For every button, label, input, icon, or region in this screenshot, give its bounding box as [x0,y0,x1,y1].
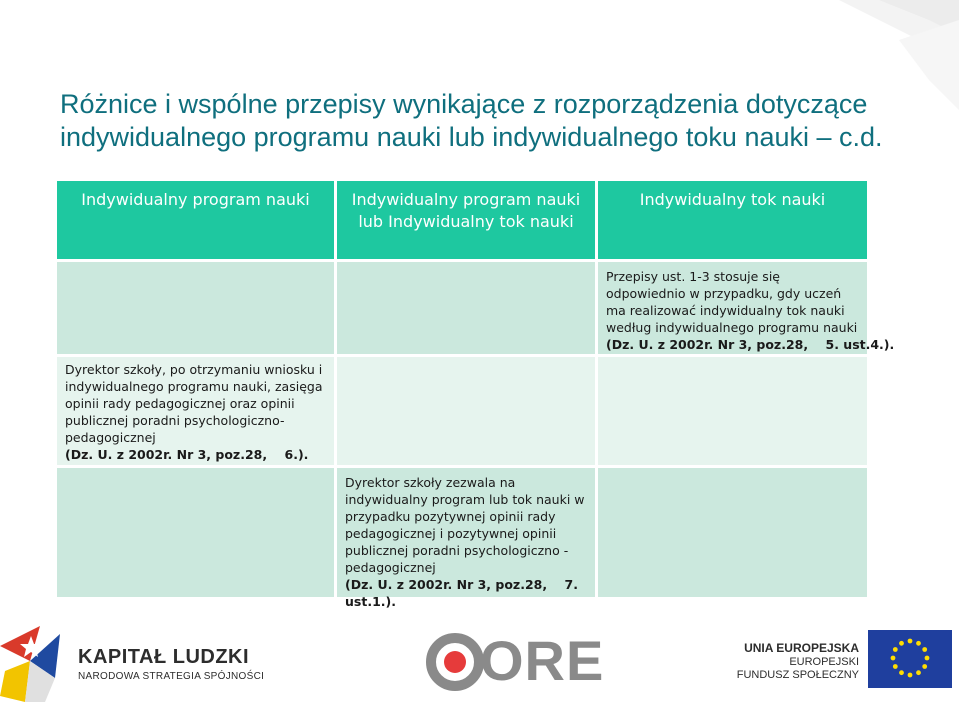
table-cell-r2-c3 [598,357,867,465]
page-title [60,88,920,154]
cell-reference: (Dz. U. z 2002r. Nr 3, poz.28, 5. ust.4.). [606,337,895,352]
table-cell-r3-c1 [57,468,334,597]
cell-reference: (Dz. U. z 2002r. Nr 3, poz.28, 7. ust.1.). [345,577,583,609]
eu-label-line2: EUROPEJSKI [789,656,859,668]
header-program-or-course: Indywidualny program nauki lub Indywidualny tok nauki [337,181,595,259]
kapital-ludzki-title: KAPITAŁ LUDZKI [78,646,250,668]
cell-reference: (Dz. U. z 2002r. Nr 3, poz.28, 6.). [65,447,309,462]
eu-flag-icon [868,630,952,688]
table-cell-r1-c2 [337,262,595,354]
title-line-1: Różnice i wspólne przepisy wynikające z rozporządzenia dotyczące [60,89,868,119]
table-cell-r3-c3 [598,468,867,597]
table-cell-r2-c1 [57,357,334,465]
table-cell-r1-c1 [57,262,334,354]
ore-logo-icon [425,632,485,692]
title-line-2: indywidualnego programu nauki lub indywidualnego toku nauki – c.d. [60,122,883,152]
kapital-ludzki-star-icon [0,616,70,702]
comparison-table [57,181,895,609]
table-cell-r2-c2 [337,357,595,465]
cell-text: Przepisy ust. 1-3 stosuje się odpowiednio w przypadku, gdy uczeń ma realizować indywidualny tok nauki według indywidualnego programu nauki [606,269,858,335]
ore-logo-text: ORE [480,629,605,692]
kapital-ludzki-subtitle: NARODOWA STRATEGIA SPÓJNOŚCI [78,671,265,682]
cell-text: Dyrektor szkoły zezwala na indywidualny program lub tok nauki w przypadku pozytywnej opinii rady pedagogicznej i pozytywnej opinii publicznej poradni psychologiczno -pedagogicznej [345,475,585,575]
cell-text: Dyrektor szkoły, po otrzymaniu wniosku i indywidualnego programu nauki, zasięga opinii rady pedagogicznej oraz opinii publicznej poradni psychologiczno-pedagogicznej [65,362,323,445]
eu-label-line1: UNIA EUROPEJSKA [744,641,859,655]
eu-label-line3: FUNDUSZ SPOŁECZNY [736,669,859,681]
header-individual-course: Indywidualny tok nauki [598,181,867,259]
table-cell-r3-c2 [337,468,595,609]
header-individual-program: Indywidualny program nauki [57,181,334,259]
table-cell-r1-c3 [598,262,895,354]
